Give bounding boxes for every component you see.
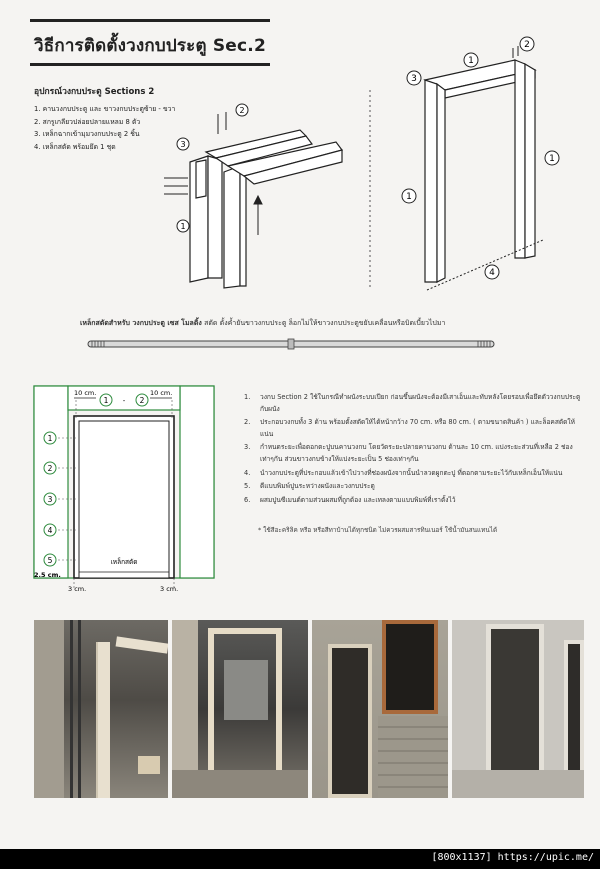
title-bottom-rule <box>30 63 270 66</box>
stud-rod-caption <box>80 318 445 329</box>
svg-text:1: 1 <box>103 396 109 405</box>
parts-list-item: 3. เหล็กฉากเข้ามุมวงกบประตู 2 ชิ้น <box>34 130 140 138</box>
svg-text:1: 1 <box>468 56 474 66</box>
divider-dashed <box>368 90 372 290</box>
svg-text:3 cm.: 3 cm. <box>160 585 179 593</box>
svg-text:2: 2 <box>239 106 245 115</box>
svg-text:2: 2 <box>47 464 53 473</box>
frame-plan-diagram <box>30 382 220 594</box>
svg-text:1: 1 <box>47 434 53 443</box>
paint-note: * ใช้สีอะคริลิค หรือ หรือสีทาบ้านได้ทุกชนิด ไม่ควรผสมสารทินเนอร์ ใช้น้ำมันสนแทนได้ <box>258 526 498 534</box>
title-top-rule <box>30 19 270 22</box>
install-step: 4. นำวงกบประตูที่ประกอบแล้วเข้าไปวางที่ช่องผนังจากนั้นนำลวดผูกตะปู ที่ตอกตามระยะไว้กับเหล็กเอ็นให้แน่น <box>244 468 563 477</box>
footer-watermark: [800x1137] https://upic.me/ <box>431 852 594 863</box>
svg-text:3: 3 <box>47 495 53 504</box>
svg-text:5: 5 <box>47 556 53 565</box>
svg-text:3 cm.: 3 cm. <box>68 585 87 593</box>
stud-rod-caption-bold: เหล็กสตัดสำหรับ วงกบประตู เซส โมลดิ้ง <box>80 319 202 327</box>
svg-text:1: 1 <box>180 222 186 231</box>
svg-text:10 cm.: 10 cm. <box>150 389 173 397</box>
install-steps <box>244 392 584 508</box>
install-step: 2. ประกอบวงกบทั้ง 3 ด้าน พร้อมตั้งสตัดให้ได้หน้ากว้าง 70 cm. หรือ 80 cm. ( ตามขนาดสินค้า ) และล็อคสตัดให้แน่น <box>244 418 575 438</box>
svg-text:2.5 cm.: 2.5 cm. <box>34 571 61 579</box>
install-step: 5. ตีแบบพิมพ์ปูนระหว่างผนังและวงกบประตู <box>244 482 375 491</box>
svg-text:1: 1 <box>549 154 555 164</box>
svg-text:2: 2 <box>139 396 145 405</box>
stud-rod-caption-text: สตัด ตั้งค้ำยันขาวงกบประตู ล็อกไม่ให้ขาวงกบประตูขยับเคลื่อนหรือบิดเบี้ยวไปมา <box>204 319 446 327</box>
svg-text:-: - <box>122 397 126 405</box>
parts-list-item: 4. เหล็กสตัด พร้อมยึด 1 ชุด <box>34 142 116 151</box>
svg-text:4: 4 <box>489 268 495 278</box>
svg-text:1: 1 <box>406 192 412 202</box>
site-photo-1 <box>34 620 168 798</box>
svg-text:3: 3 <box>180 140 186 149</box>
svg-text:10 cm.: 10 cm. <box>74 389 97 397</box>
svg-text:3: 3 <box>411 74 417 84</box>
page-title: วิธีการติดตั้งวงกบประตู Sec.2 <box>34 36 266 56</box>
parts-heading: อุปกรณ์วงกบประตู Sections 2 <box>34 87 155 97</box>
parts-list-item: 2. สกรูเกลียวปล่อยปลายแหลม 8 ตัว <box>34 117 141 126</box>
install-step: 6. ผสมปูนซีเมนต์ตามส่วนผสมที่ถูกต้อง และเทลงตามแบบพิมพ์ที่เราตั้งไว้ <box>244 495 456 504</box>
install-step: 1. วงกบ Section 2 ใช้ในกรณีทำผนังระบบเปียก ก่อนขึ้นผนังจะต้องมีเสาเอ็นและทับหลังโดยรอบเพื่อยึดตัววงกบประตูกับผนัง <box>244 393 581 413</box>
door-frame-illustration <box>395 30 595 300</box>
install-step: 3. กำหนดระยะเพื่อตอกตะปูบนคานวงกบ โดยวัดระยะปลายคานวงกบ ด้านละ 10 cm. แบ่งระยะส่วนที่เหลือ 2 ช่องเท่าๆกัน ส่วนขาวงกบข้างให้แบ่งระยะเป็น 5 ช่องเท่าๆกัน <box>244 443 573 463</box>
site-photo-3 <box>312 620 448 798</box>
svg-text:4: 4 <box>47 526 53 535</box>
stud-rod-illustration <box>86 336 496 352</box>
corner-assembly-illustration <box>150 100 360 295</box>
site-photo-2 <box>172 620 308 798</box>
svg-text:2: 2 <box>524 40 530 50</box>
svg-text:เหล็กสตัด: เหล็กสตัด <box>110 558 138 566</box>
site-photo-4 <box>452 620 584 798</box>
parts-list-item: 1. คานวงกบประตู และ ขาวงกบประตูซ้าย - ขวา <box>34 105 176 113</box>
